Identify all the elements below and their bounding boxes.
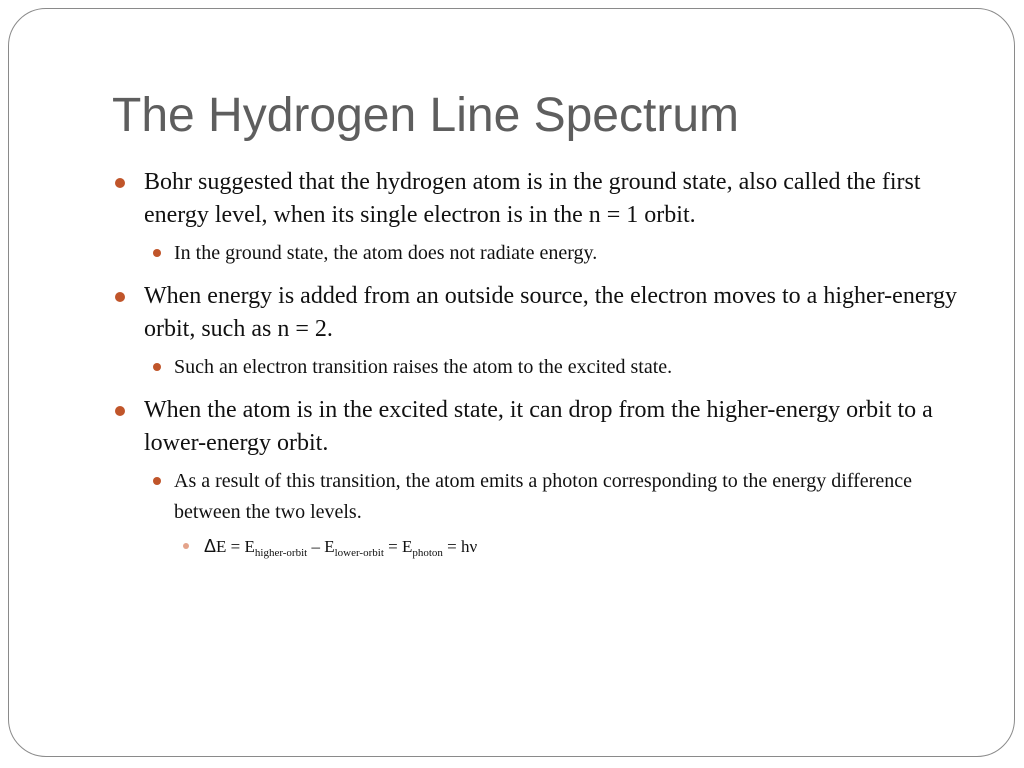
sub-bullet-dot-icon: [153, 363, 161, 371]
sub-bullet-item: [112, 466, 972, 528]
sub-bullet-text: In the ground state, the atom does not radiate energy.: [174, 242, 598, 264]
bullet-text: When the atom is in the excited state, it can drop from the higher-energy orbit to a lower-energy orbit.: [144, 397, 933, 456]
sub-bullet-dot-icon: [153, 249, 161, 257]
slide-title: The Hydrogen Line Spectrum: [112, 89, 739, 142]
delta-symbol: Δ: [204, 536, 217, 556]
bullet-dot-icon: [115, 406, 125, 416]
bullet-dot-icon: [115, 178, 125, 188]
bullet-dot-icon: [115, 292, 125, 302]
bullet-text: Bohr suggested that the hydrogen atom is in the ground state, also called the first energy level, when its single electron is in the n = 1 orbit.: [144, 169, 921, 228]
sub-bullet-text: As a result of this transition, the atom emits a photon corresponding to the energy difference between the two levels.: [174, 470, 912, 523]
equation-op1: – E: [307, 537, 335, 556]
sub-bullet-text: Such an electron transition raises the atom to the excited state.: [174, 356, 673, 378]
sub-bullet-item: [112, 238, 972, 269]
bullet-item: [112, 166, 972, 232]
equation-lhs: E = E: [216, 537, 255, 556]
slide-content: [112, 166, 972, 562]
bullet-item: [112, 280, 972, 346]
sub-bullet-item: [112, 352, 972, 383]
subscript-photon: photon: [412, 547, 443, 559]
subscript-higher-orbit: higher-orbit: [254, 547, 308, 559]
sub-bullet-dot-icon: [153, 477, 161, 485]
equation-bullet-dot-icon: [183, 543, 189, 549]
subscript-lower-orbit: lower-orbit: [334, 547, 384, 559]
bullet-text: When energy is added from an outside source, the electron moves to a higher-energy orbit, such as n = 2.: [144, 283, 958, 342]
equation-rhs: = hν: [442, 537, 478, 556]
equation-item: [112, 533, 972, 562]
bullet-item: [112, 394, 972, 460]
equation-op2: = E: [383, 537, 413, 556]
